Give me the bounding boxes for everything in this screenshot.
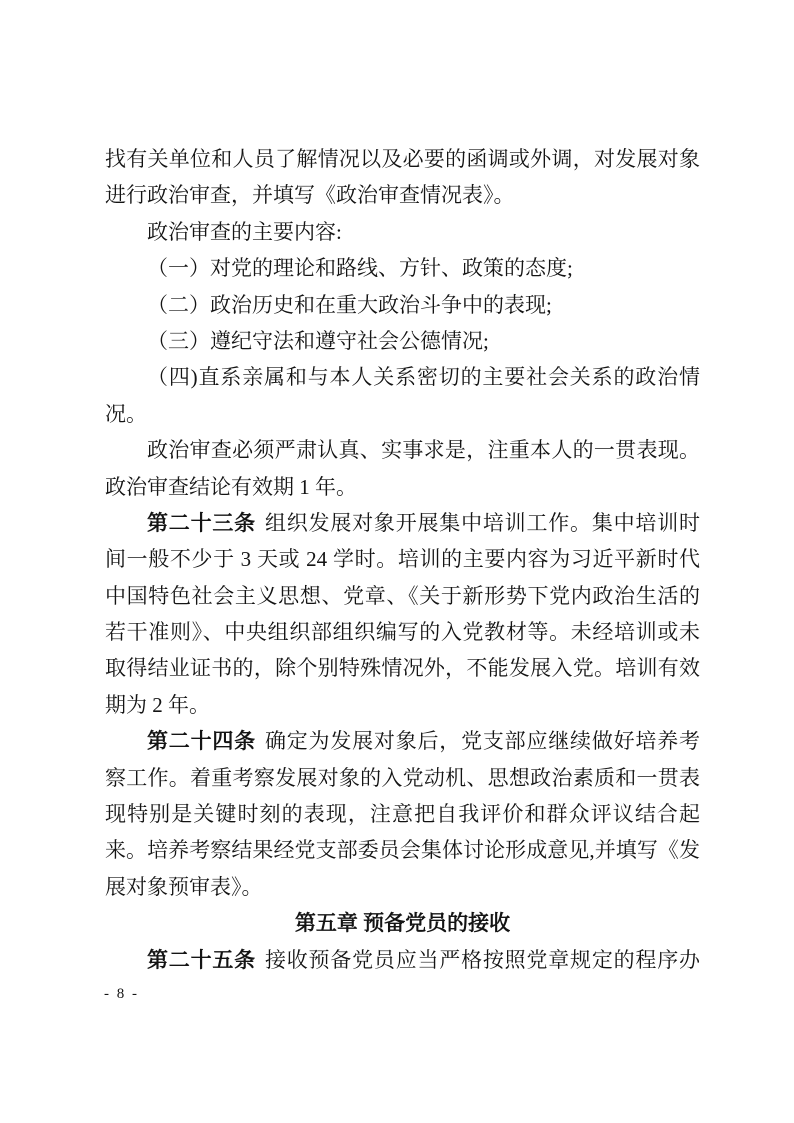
line-text: 期为 2 年。 <box>105 692 210 717</box>
line-text: 政治审查必须严肃认真、实事求是，注重本人的一贯表现。 <box>147 438 700 463</box>
text-line <box>105 177 700 213</box>
line-text: （二）政治历史和在重大政治斗争中的表现; <box>147 292 552 317</box>
article-number: 第二十五条 <box>147 947 256 972</box>
article-25-line <box>105 942 700 978</box>
line-text: 找有关单位和人员了解情况以及必要的函调或外调，对发展对象 <box>105 147 700 171</box>
text-line <box>105 650 700 686</box>
text-line <box>105 541 700 577</box>
text-line <box>105 869 700 905</box>
line-text: 察工作。着重考察发展对象的入党动机、思想政治素质和一贯表 <box>105 765 700 790</box>
text-line <box>105 396 700 432</box>
list-item-line <box>105 323 700 359</box>
list-item-line <box>105 250 700 286</box>
line-text: 若干准则》、中央组织部组织编写的入党教材等。未经培训或未 <box>105 620 700 645</box>
line-text: 接收预备党员应当严格按照党章规定的程序办 <box>264 947 700 972</box>
article-number: 第二十三条 <box>147 510 256 535</box>
line-text: 政治审查结论有效期 1 年。 <box>105 474 357 499</box>
line-text: 间一般不少于 3 天或 24 学时。培训的主要内容为习近平新时代 <box>105 547 700 572</box>
line-text: 政治审查的主要内容: <box>147 219 342 244</box>
text-line <box>105 141 700 177</box>
line-text: 况。 <box>105 401 147 426</box>
line-text: （四)直系亲属和与本人关系密切的主要社会关系的政治情 <box>147 365 700 390</box>
chapter-heading-text: 第五章 预备党员的接收 <box>294 911 511 936</box>
line-text: 来。培养考察结果经党支部委员会集体讨论形成意见,并填写《发 <box>105 838 700 863</box>
text-line <box>105 214 700 250</box>
text-line <box>105 432 700 468</box>
line-text: 取得结业证书的，除个别特殊情况外，不能发展入党。培训有效 <box>105 656 700 681</box>
text-line <box>105 760 700 796</box>
line-text: 中国特色社会主义思想、党章、《关于新形势下党内政治生活的 <box>105 583 700 608</box>
line-text: 展对象预审表》。 <box>105 874 263 899</box>
chapter-5-heading <box>105 905 700 941</box>
line-text: 现特别是关键时刻的表现，注意把自我评价和群众评议结合起 <box>105 802 700 827</box>
text-line <box>105 614 700 650</box>
article-24-line <box>105 723 700 759</box>
text-line <box>105 469 700 505</box>
page-number: - 8 - <box>104 986 139 1002</box>
line-text: （三）遵纪守法和遵守社会公德情况; <box>147 328 489 353</box>
line-text: 确定为发展对象后，党支部应继续做好培养考 <box>264 729 700 754</box>
list-item-line <box>105 359 700 395</box>
list-item-line <box>105 287 700 323</box>
text-line <box>105 687 700 723</box>
document-body <box>105 141 700 978</box>
text-line <box>105 832 700 868</box>
line-text: （一）对党的理论和路线、方针、政策的态度; <box>147 256 573 281</box>
text-line <box>105 796 700 832</box>
article-23-line <box>105 505 700 541</box>
line-text: 进行政治审查，并填写《政治审查情况表》。 <box>105 183 515 208</box>
line-text: 组织发展对象开展集中培训工作。集中培训时 <box>264 510 700 535</box>
text-line <box>105 578 700 614</box>
article-number: 第二十四条 <box>147 729 256 754</box>
